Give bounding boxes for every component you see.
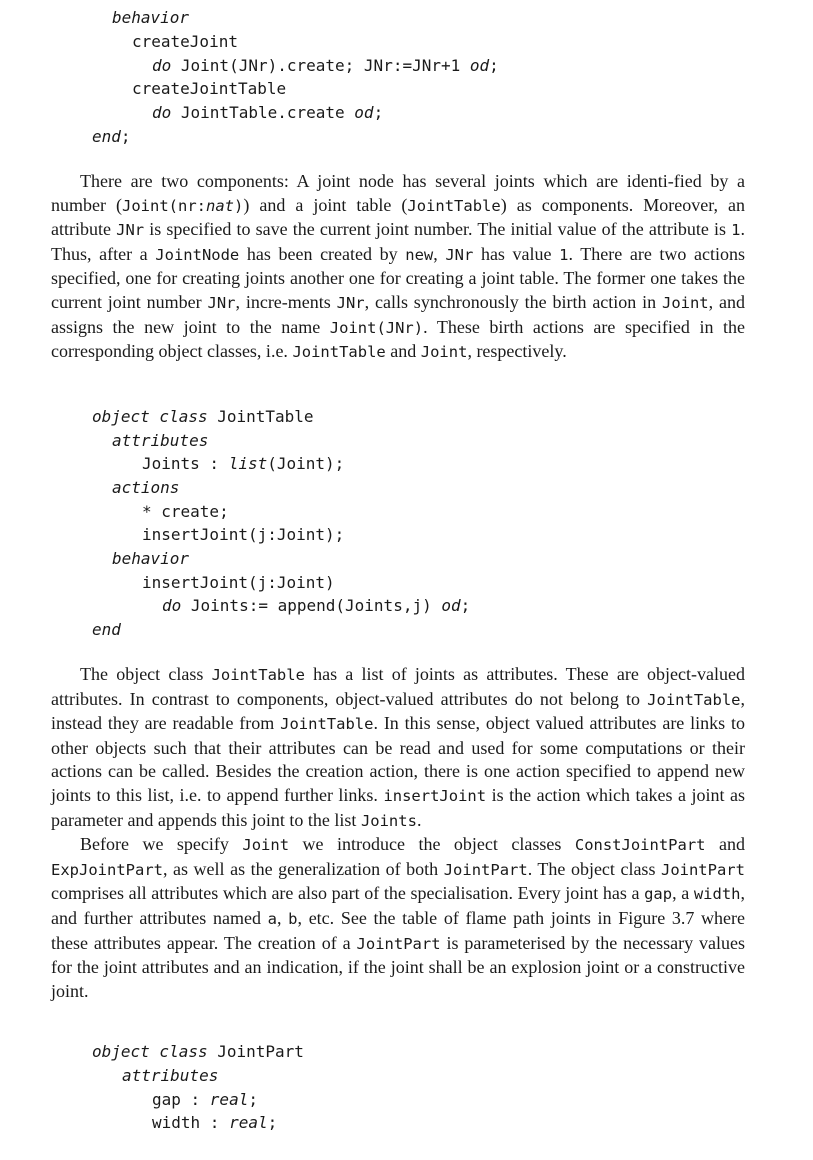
code-term: Joint xyxy=(420,343,468,362)
keyword: end xyxy=(92,127,121,146)
code-term: JointNode xyxy=(155,245,240,264)
code-term: ExpJointPart xyxy=(51,860,163,879)
text: Before we specify xyxy=(80,834,243,855)
keyword: do xyxy=(152,56,172,75)
code-term: Joint(JNr) xyxy=(329,318,424,337)
code-line xyxy=(142,571,335,595)
text: , respectively. xyxy=(467,341,567,362)
code-term: JointPart xyxy=(443,860,528,879)
keyword: attributes xyxy=(112,431,209,450)
code-line xyxy=(152,1111,277,1135)
code-line xyxy=(92,405,314,429)
keyword: object class xyxy=(92,1042,208,1061)
code-term: Joints xyxy=(360,811,417,830)
text: , xyxy=(433,243,446,264)
text: . There are two actions specified, one for creating joints another one for creating a joint table. The former one takes the current joint number xyxy=(51,243,745,312)
keyword: od xyxy=(469,56,490,75)
code-text: JointTable.create xyxy=(171,103,355,122)
code-term: Joint(nr: xyxy=(122,196,206,215)
text: . Thus, after a xyxy=(51,219,745,264)
code-line xyxy=(132,30,238,54)
keyword: do xyxy=(152,103,172,122)
keyword: real xyxy=(209,1090,249,1109)
keyword: od xyxy=(441,596,461,615)
text: , instead they are readable from xyxy=(51,688,745,734)
paragraph-text xyxy=(51,170,745,365)
keyword: actions xyxy=(112,478,180,497)
text: , calls synchronously the birth action in xyxy=(364,291,662,312)
text: . In this sense, object valued attributes are links to other objects such that their attributes can be read and used for some computations or their actions can be called. Besides the creation action, there is one action specified to append new joints to this list, i.e. to append further links. xyxy=(51,713,746,805)
code-text: JointPart xyxy=(207,1042,304,1061)
code-text: width : xyxy=(152,1113,230,1132)
code-term: gap xyxy=(644,885,673,904)
text: has been created by xyxy=(239,243,406,264)
code-term: JointTable xyxy=(647,690,741,709)
text: . These birth actions are specified in the corresponding object classes, i.e. xyxy=(51,316,745,362)
code-text: insertJoint(j:Joint) xyxy=(142,573,335,592)
paragraph-object-valued-attributes xyxy=(51,663,745,1003)
code-term: new xyxy=(405,245,434,264)
code-text: ; xyxy=(489,56,499,75)
code-term: ConstJointPart xyxy=(574,836,706,855)
paragraph-text xyxy=(51,663,745,833)
text: The object class xyxy=(80,664,212,684)
code-text: ; xyxy=(460,596,471,615)
text: , and further attributes named xyxy=(51,883,745,928)
text: comprises all attributes which are also part of the specialisation. Every joint has a xyxy=(51,883,645,904)
code-line xyxy=(142,500,229,524)
code-line xyxy=(152,101,383,125)
text: , and assigns the new joint to the name xyxy=(51,291,745,337)
code-line xyxy=(152,1088,258,1112)
keyword: end xyxy=(92,620,121,639)
code-term: a xyxy=(267,909,277,928)
keyword: behavior xyxy=(112,549,190,568)
code-line xyxy=(142,452,344,476)
text: and xyxy=(705,834,745,855)
text: , xyxy=(276,907,289,928)
code-text: ; xyxy=(120,127,131,146)
code-term: JointTable xyxy=(280,715,374,734)
code-line xyxy=(112,429,208,453)
code-text: ; xyxy=(248,1090,258,1109)
code-line xyxy=(122,1064,218,1088)
code-term-italic: nat xyxy=(206,196,234,215)
code-line xyxy=(92,618,121,642)
code-line xyxy=(112,476,179,500)
code-text: * create; xyxy=(142,502,229,521)
code-term: JointTable xyxy=(211,666,305,684)
keyword: od xyxy=(354,103,374,122)
code-term: b xyxy=(288,909,298,928)
code-term: ) xyxy=(234,196,244,215)
text: has value xyxy=(473,243,560,264)
code-text: gap : xyxy=(152,1090,210,1109)
text: is the action which takes a joint as parameter and appends this joint to the list xyxy=(51,784,745,830)
code-text: (Joint); xyxy=(267,454,345,473)
code-term: 1 xyxy=(559,245,569,264)
code-term: JointTable xyxy=(292,343,386,362)
code-line xyxy=(112,6,189,30)
code-line xyxy=(112,547,189,571)
code-term: JointPart xyxy=(660,860,745,879)
paragraph-components xyxy=(51,170,745,365)
code-term: JointPart xyxy=(356,934,441,953)
code-line xyxy=(162,594,470,618)
text: , incre-ments xyxy=(235,291,337,312)
code-term: JNr xyxy=(116,221,145,240)
code-text: createJoint xyxy=(132,32,238,51)
text: is specified to save the current joint number. The initial value of the attribute is xyxy=(144,219,732,240)
code-term: JNr xyxy=(445,245,474,264)
code-term: Joint xyxy=(242,836,290,855)
text: ) as components. Moreover, an attribute xyxy=(51,194,746,240)
code-line xyxy=(132,77,286,101)
code-text: ; xyxy=(267,1113,278,1132)
code-text: ; xyxy=(373,103,384,122)
text: and xyxy=(385,341,421,362)
paragraph-text xyxy=(51,833,745,1003)
text: . The object class xyxy=(527,858,661,879)
keyword: do xyxy=(162,596,182,615)
text: has a list of joints as attributes. These are object-valued attributes. In contrast to components, object-valued attributes do not belong to xyxy=(51,664,745,709)
code-term: JointTable xyxy=(407,196,501,215)
keyword: object class xyxy=(92,407,208,426)
text: we introduce the object classes xyxy=(289,834,575,855)
keyword: attributes xyxy=(122,1066,219,1085)
keyword: behavior xyxy=(112,8,190,27)
code-text: Joints:= append(Joints,j) xyxy=(181,596,442,615)
keyword: real xyxy=(229,1113,268,1132)
code-line xyxy=(152,54,499,78)
code-text: Joints : xyxy=(142,454,229,473)
code-line xyxy=(92,1040,304,1064)
code-term: JNr xyxy=(207,293,236,312)
code-term: insertJoint xyxy=(383,786,487,805)
code-text: createJointTable xyxy=(132,79,287,98)
text: , a xyxy=(672,883,694,904)
code-term: 1 xyxy=(731,221,741,240)
keyword: list xyxy=(228,454,268,473)
code-line xyxy=(92,125,131,149)
code-line xyxy=(142,523,344,547)
text: There are two components: A joint node has several joints which are identi-fied by a number ( xyxy=(51,171,745,215)
text: , etc. See the table of flame path joints in Figure 3.7 where these attributes appear. The creation of a xyxy=(51,907,746,953)
code-term: Joint xyxy=(661,293,709,312)
text: , as well as the generalization of both xyxy=(162,858,444,879)
code-term: JNr xyxy=(336,293,365,312)
code-text: Joint(JNr).create; JNr:=JNr+1 xyxy=(171,56,470,75)
code-text: insertJoint(j:Joint); xyxy=(142,525,345,544)
code-term: width xyxy=(693,885,741,904)
text: . xyxy=(416,809,422,830)
text: ) and a joint table ( xyxy=(243,194,408,215)
text: is parameterised by the necessary values for the joint attributes and an indication, if the joint shall be an explosion joint or a constructive joint. xyxy=(51,932,745,1001)
code-text: JointTable xyxy=(207,407,314,426)
